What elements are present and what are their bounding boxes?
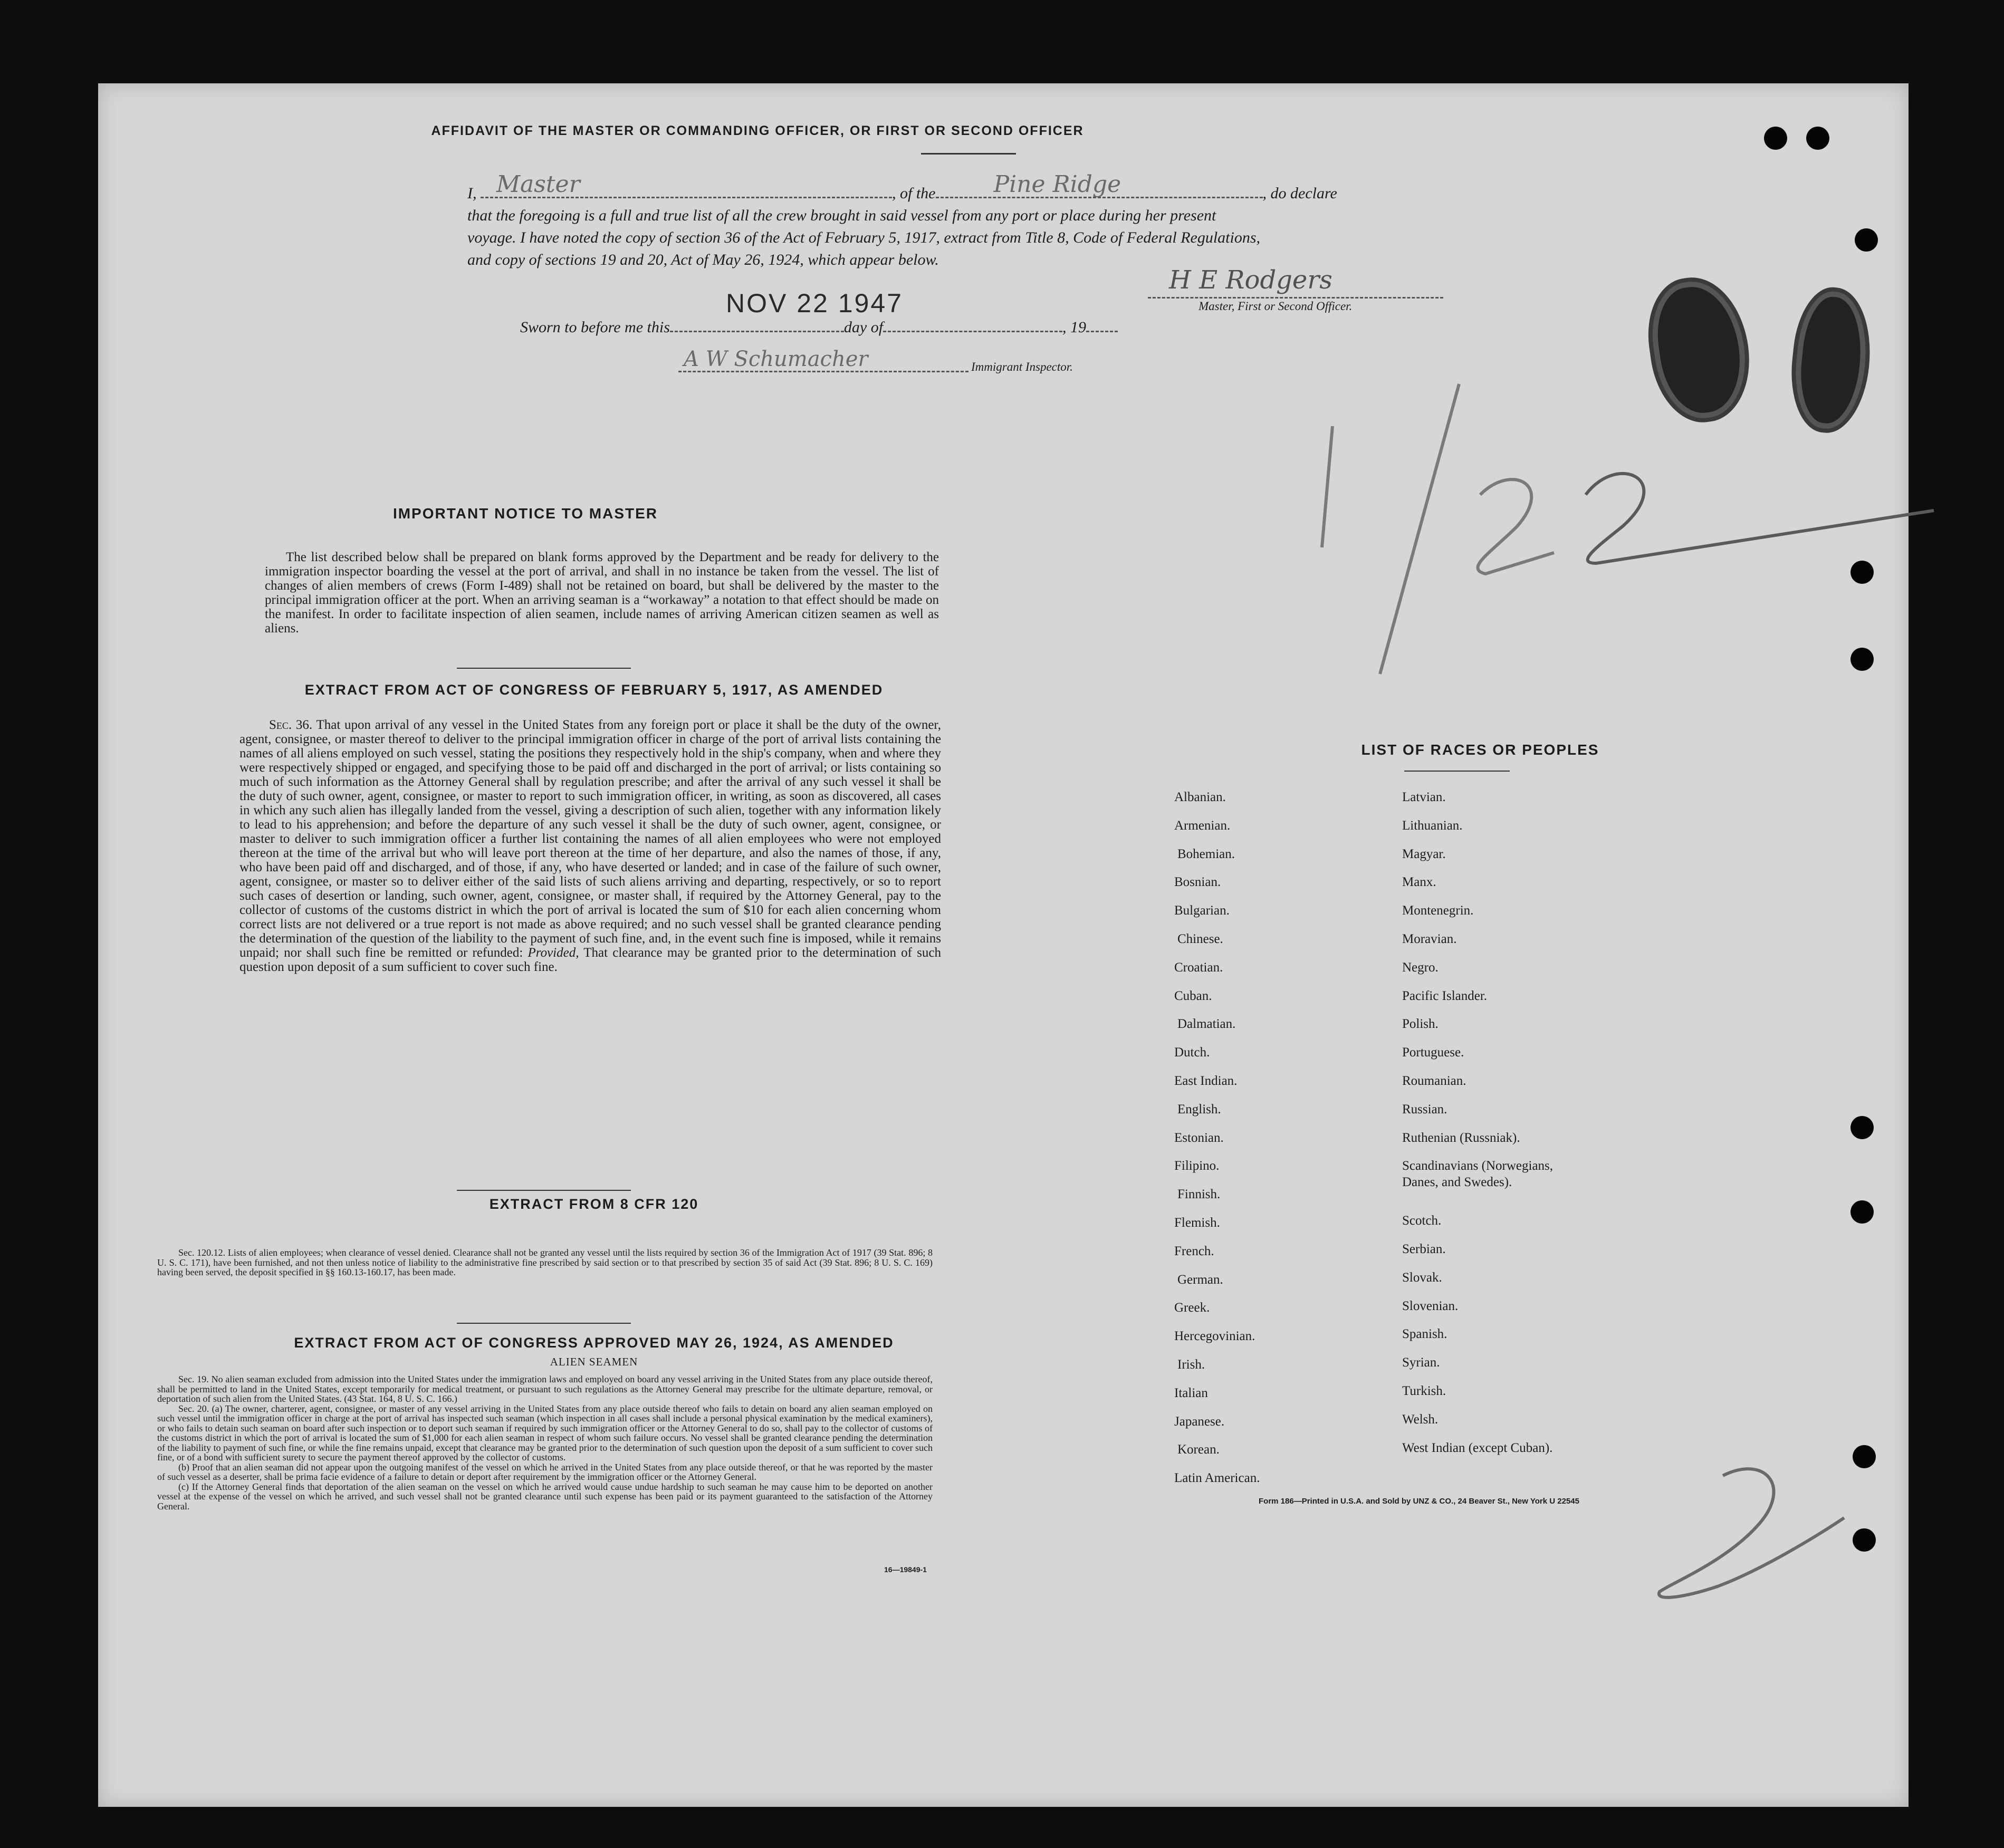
sec-20a-text: Sec. 20. (a) The owner, charterer, agent, consignee, or master of any vessel arriving in the United States from any place outside thereof who fails to detain on board any alien seaman employed on such vessel until the immigration officer in charge at the port of arrival has inspected such seaman (which inspection in all cases shall include a personal physical examination by the medical examiners), or who fails to detain such seaman on board after such inspection or to deport such seaman if required by such immigration officer or the Attorney General to do so, shall pay to the collector of customs of the customs district in which the port of arrival is located the sum of $1,000 for each alien seaman in respect of whom such failure occurs. No vessel shall be granted clearance pending the determination of the liability to payment of such fine, or while the fine remains unpaid, except that clearance may be granted prior to the determination of such question upon the deposit of a sum sufficient to cover such fine, or of a bond with sufficient surety to secure the payment thereof approved by the collector of customs. [157, 1403, 933, 1462]
race-item: Armenian. [1174, 818, 1231, 833]
race-item: Chinese. [1177, 932, 1223, 946]
punch-hole [1850, 561, 1874, 584]
race-item: Bulgarian. [1174, 903, 1230, 918]
race-item: Scandinavians (Norwegians, [1402, 1159, 1554, 1173]
i-label: I, [467, 185, 477, 202]
race-item: Dalmatian. [1177, 1017, 1236, 1032]
rank-handwritten: Master [496, 171, 580, 198]
punch-hole [1850, 648, 1874, 671]
extract-1917-title: EXTRACT FROM ACT OF CONGRESS OF FEBRUARY 5, 1917, AS AMENDED [304, 682, 884, 698]
race-item: Japanese. [1174, 1414, 1225, 1429]
race-item: Dutch. [1174, 1045, 1210, 1060]
form-code: 16—19849-1 [884, 1565, 927, 1574]
extract-cfr-text [157, 1248, 933, 1277]
race-item: Hercegovinian. [1174, 1329, 1255, 1344]
races-underline [1404, 771, 1510, 772]
divider [457, 668, 631, 669]
title-underline [921, 153, 1016, 155]
race-item: French. [1174, 1244, 1214, 1258]
race-item: Latin American. [1174, 1471, 1260, 1486]
pencil-fraction-mark [1259, 379, 1944, 801]
day-of-label: day of [843, 319, 884, 336]
provided-word: Provided, [528, 946, 579, 960]
of-the-label: , of the [892, 185, 936, 202]
race-item: Filipino. [1174, 1159, 1220, 1173]
race-item: Portuguese. [1402, 1045, 1464, 1060]
punch-hole [1806, 127, 1829, 150]
do-declare-label: , do declare [1262, 185, 1337, 202]
race-item: Polish. [1402, 1017, 1439, 1032]
date-stamp: NOV 22 1947 [726, 288, 903, 318]
extract-1924-subtitle: ALIEN SEAMEN [550, 1355, 638, 1368]
wax-seal [1651, 282, 1747, 418]
race-item: Montenegrin. [1402, 903, 1474, 918]
punch-hole [1850, 1200, 1874, 1224]
race-item: Croatian. [1174, 960, 1223, 975]
punch-hole [1850, 1116, 1874, 1139]
race-item: Flemish. [1174, 1216, 1220, 1230]
declaration-line-4: and copy of sections 19 and 20, Act of May 26, 1924, which appear below. [467, 251, 939, 268]
extract-1924-title: EXTRACT FROM ACT OF CONGRESS APPROVED MAY 26, 1924, AS AMENDED [294, 1335, 894, 1351]
race-item: Slovenian. [1402, 1298, 1459, 1313]
race-item: Korean. [1177, 1442, 1220, 1457]
race-item: Welsh. [1402, 1412, 1439, 1427]
race-item: Lithuanian. [1402, 818, 1463, 833]
notice-title: IMPORTANT NOTICE TO MASTER [392, 505, 658, 522]
race-item: Irish. [1177, 1358, 1205, 1372]
inspector-caption: Immigrant Inspector. [971, 360, 1073, 373]
race-item: Italian [1174, 1385, 1208, 1400]
race-item: Estonian. [1174, 1130, 1224, 1145]
race-item: German. [1177, 1272, 1223, 1287]
vessel-field [936, 171, 1263, 198]
signature-caption: Master, First or Second Officer. [1198, 300, 1353, 313]
punch-hole [1764, 127, 1787, 150]
race-item: Spanish. [1402, 1327, 1447, 1342]
extract-cfr-title: EXTRACT FROM 8 CFR 120 [489, 1196, 699, 1212]
sworn-label: Sworn to before me this [520, 319, 670, 336]
vessel-handwritten: Pine Ridge [993, 171, 1121, 198]
race-item: Latvian. [1402, 790, 1446, 804]
race-item: Finnish. [1177, 1187, 1221, 1202]
extract-1917-text [239, 718, 941, 974]
sec-36-proviso: That clearance may be granted prior to the determination of such question upon deposit of a sum sufficient to cover such fine. [239, 946, 942, 974]
affidavit-declaration [467, 171, 1575, 271]
race-item: East Indian. [1174, 1074, 1238, 1088]
races-title: LIST OF RACES OR PEOPLES [1361, 742, 1599, 758]
race-item: Moravian. [1402, 932, 1457, 946]
race-item: Manx. [1402, 875, 1436, 890]
punch-hole [1853, 1445, 1876, 1468]
race-item: Ruthenian (Russniak). [1402, 1130, 1520, 1145]
race-item: Negro. [1402, 960, 1439, 975]
race-item: West Indian (except Cuban). [1402, 1440, 1553, 1455]
race-item: Roumanian. [1402, 1074, 1466, 1088]
sec-120-label: Sec. 120.12. [178, 1247, 226, 1258]
race-item: Turkish. [1402, 1384, 1446, 1398]
signature-line [1148, 297, 1443, 299]
sec-20c-text: (c) If the Attorney General finds that deportation of the alien seaman on the vessel on which he arrived would cause undue hardship to such seaman he may cause him to be deported on another vessel at the expense of the vessel on which he arrived, and such vessel shall not be granted clearance until such expense has been paid or its payment guaranteed to the satisfaction of the Attorney General. [157, 1481, 933, 1512]
notice-paragraph: The list described below shall be prepared on blank forms approved by the Department and be ready for delivery to the immigration inspector boarding the vessel at the port of arrival, and shall in no instance be taken from the vessel. The list of changes of alien members of crews (Form I-489) shall not be retained on board, but shall be delivered by the master to the principal immigration officer at the port. When an arriving seaman is a “workaway” a notation to that effect should be made on the manifest. In order to facilitate inspection of alien seamen, include names of arriving American citizen seamen as well as aliens. [265, 550, 939, 636]
sec-36-label: Sec. 36. [269, 718, 313, 732]
rank-field [481, 171, 892, 198]
declaration-line-2: that the foregoing is a full and true list of all the crew brought in said vessel from any port or place during her present [467, 207, 1216, 224]
race-item: Greek. [1174, 1301, 1210, 1315]
sec-19-text: Sec. 19. No alien seaman excluded from admission into the United States under the immigration laws and employed on board any vessel arriving in the United States from any place outside thereof, shall be permitted to land in the United States, except temporarily for medical treatment, or pursuant to such regulations as the Attorney General may prescribe for the ultimate departure, removal, or deportation of such alien from the United States. (43 Stat. 164, 8 U. S. C. 166.) [157, 1374, 933, 1404]
sec-120-body: Lists of alien employees; when clearance of vessel denied. Clearance shall not be granted any vessel until the lists required by section 36 of the Immigration Act of 1917 (39 Stat. 896; 8 U. S. C. 171), have been furnished, and not then unless notice of liability to the administrative fine prescribed by said section or to that prescribed by section 35 of said Act (39 Stat. 896; 8 U. S. C. 169) having been served, the deposit specified in §§ 160.13-160.17, has been made. [157, 1247, 933, 1277]
race-item: Cuban. [1174, 988, 1212, 1003]
divider [457, 1190, 631, 1191]
inspector-line [678, 371, 969, 372]
race-item: Bosnian. [1174, 875, 1221, 890]
race-item: Scotch. [1402, 1214, 1442, 1228]
master-signature: H E Rodgers [1169, 265, 1332, 295]
extract-1924-text [157, 1374, 933, 1511]
race-item: Bohemian. [1177, 846, 1235, 861]
pencil-number-mark [1654, 1455, 1855, 1613]
declaration-line-3: voyage. I have noted the copy of section 36 of the Act of February 5, 1917, extract from Title 8, Code of Federal Regulations, [467, 229, 1261, 246]
punch-hole [1853, 1528, 1876, 1552]
affidavit-title: AFFIDAVIT OF THE MASTER OR COMMANDING OFFICER, OR FIRST OR SECOND OFFICER [431, 123, 1084, 138]
sec-36-body: That upon arrival of any vessel in the United States from any foreign port or place it shall be the duty of the owner, agent, consignee, or master thereof to deliver to the principal immigration officer in charge of the port of arrival lists containing the names of all aliens employed on such vessel, stating the positions they respectively hold in the ship's company, when and where they were respectively shipped or engaged, and specifying those to be paid off and discharged in the port of arrival; or lists containing so much of such information as the Attorney General shall by regulation prescribe; and after the arrival of any such vessel it shall be the duty of such owner, agent, consignee, or master to report to such immigration officer, in writing, as soon as discovered, all cases in which any such alien has illegally landed from the vessel, giving a description of such alien, together with any information likely to lead to his apprehension; and before the departure of any such vessel it shall be the duty of such owner, agent, consignee, or master to deliver to such immigration officer a further list containing the names of all alien employees who were not employed thereon at the time of the arrival but who will leave port thereon at the time of her departure, and also the names of those, if any, who have been paid off and discharged, and of those, if any, who have deserted or landed; and in case of the failure of such owner, agent, consignee, or master so to deliver either of the said lists of such aliens arriving and departing, respectively, or so to report such cases of desertion or landing, such owner, agent, consignee, or master shall, if required by the Attorney General, pay to the collector of customs of the customs district in which the port of arrival is located the sum of $10 for each alien concerning whom correct lists are not delivered or a true report is not made as above required; and no such vessel shall be granted clearance pending the determination of the question of the liability to the payment of such fine, and, in the event such fine is imposed, while it remains unpaid; nor shall such fine be remitted or refunded: [239, 718, 942, 960]
wax-seal [1796, 294, 1866, 426]
race-item: Russian. [1402, 1102, 1447, 1116]
race-item-continuation: Danes, and Swedes). [1402, 1175, 1512, 1189]
punch-hole [1855, 228, 1878, 252]
race-item: Serbian. [1402, 1242, 1446, 1256]
sworn-line [520, 319, 1118, 336]
race-item: Syrian. [1402, 1355, 1440, 1370]
race-item: Pacific Islander. [1402, 988, 1488, 1003]
document-page [98, 83, 1909, 1807]
divider [457, 1323, 631, 1324]
race-item: Albanian. [1174, 790, 1226, 804]
inspector-signature: A W Schumacher [684, 347, 868, 371]
race-item: Magyar. [1402, 846, 1446, 861]
form-footer: Form 186—Printed in U.S.A. and Sold by UNZ & CO., 24 Beaver St., New York U 22545 [1259, 1497, 1579, 1506]
race-item: English. [1177, 1102, 1221, 1116]
race-item: Slovak. [1402, 1270, 1442, 1285]
sec-20b-text: (b) Proof that an alien seaman did not appear upon the outgoing manifest of the vessel on which he arrived in the United States from any place outside thereof, or that he was reported by the master of such vessel as a deserter, shall be prima facie evidence of a failure to detain or deport after requirement by the immigration officer or the Attorney General. [157, 1461, 933, 1482]
year-label: , 19 [1062, 319, 1087, 336]
